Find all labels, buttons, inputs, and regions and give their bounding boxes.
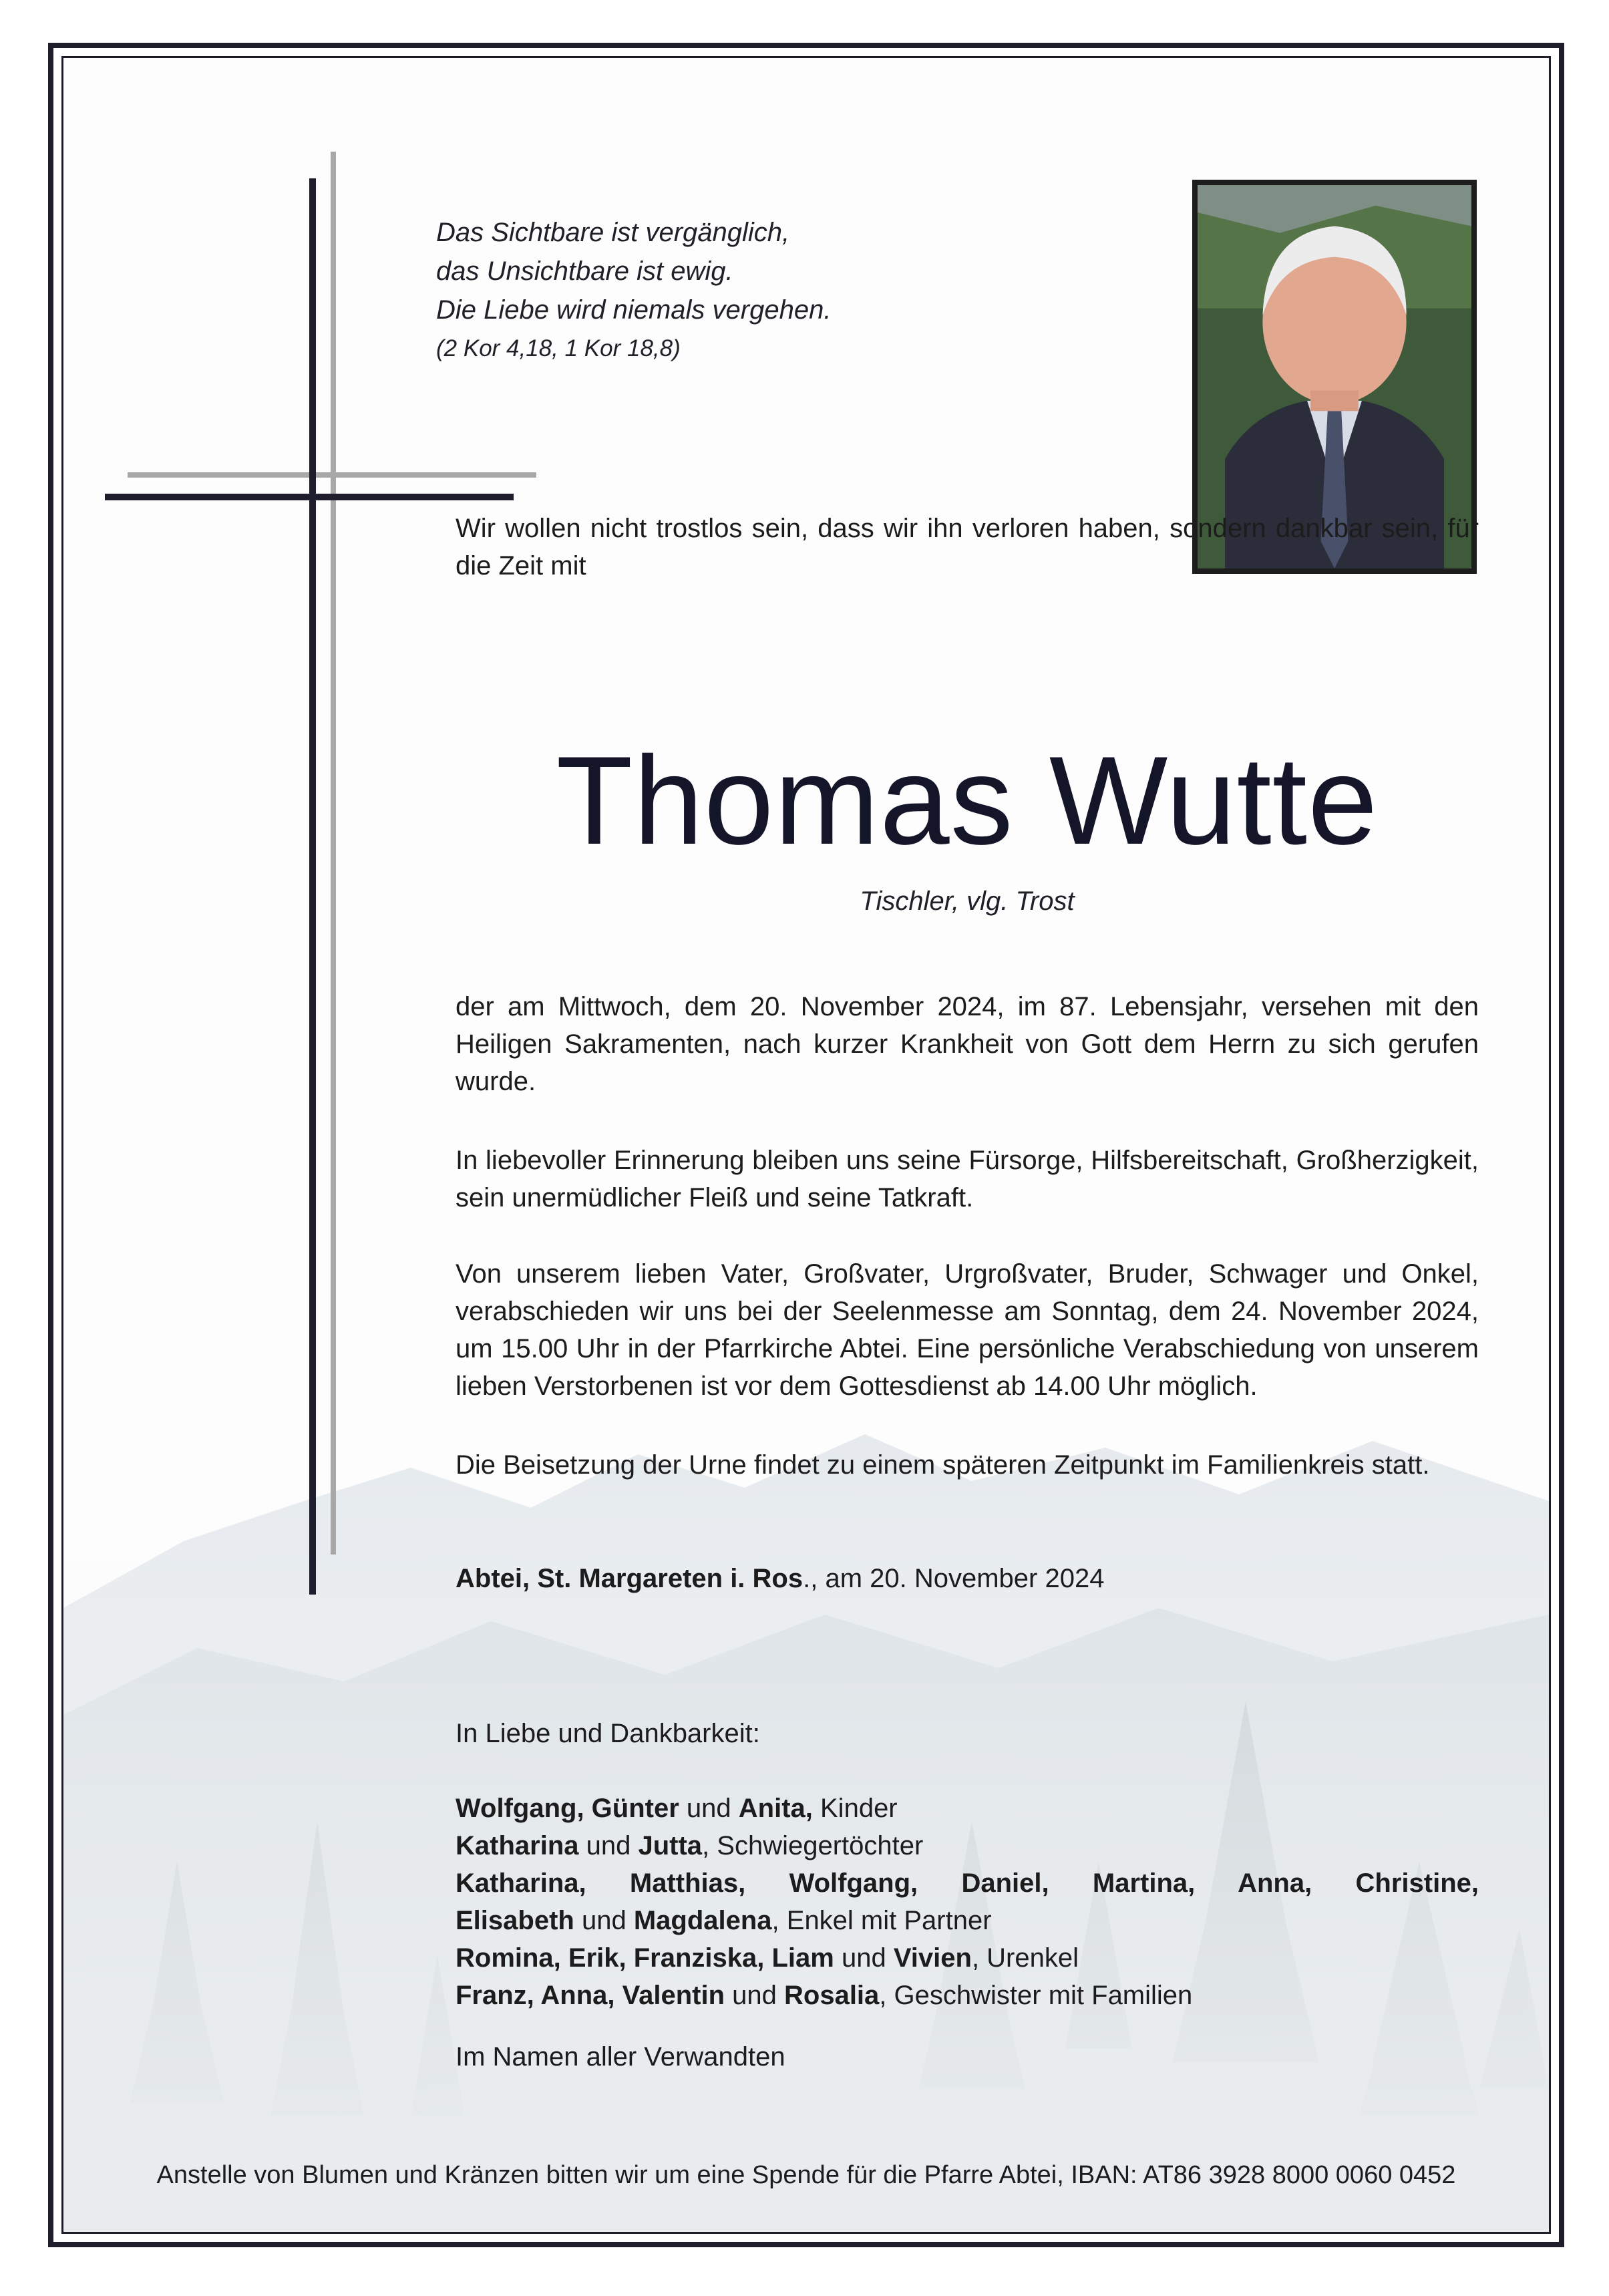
- date: ., am 20. November 2024: [803, 1564, 1105, 1593]
- bible-verse: [436, 213, 831, 368]
- intro-text: Wir wollen nicht trostlos sein, dass wir ihn verloren haben, sondern dankbar sein, für die Zeit mit: [456, 514, 1479, 581]
- mourners-grandchildren-cont: Elisabeth und Magdalena, Enkel mit Partner: [456, 1906, 992, 1935]
- mourners-in-laws: Katharina und Jutta, Schwiegertöchter: [456, 1831, 924, 1860]
- closing-line: Im Namen aller Verwandten: [456, 2042, 785, 2072]
- verse-line: Das Sichtbare ist vergänglich,: [436, 218, 790, 247]
- mourners-siblings: Franz, Anna, Valentin und Rosalia, Geschwister mit Familien: [456, 1981, 1193, 2010]
- mourners-children: Wolfgang, Günter und Anita, Kinder: [456, 1794, 898, 1823]
- verse-reference: (2 Kor 4,18, 1 Kor 18,8): [436, 335, 681, 361]
- verse-line: das Unsichtbare ist ewig.: [436, 257, 733, 286]
- mourners-heading: In Liebe und Dankbarkeit:: [456, 1719, 760, 1748]
- burial-paragraph: Die Beisetzung der Urne findet zu einem späteren Zeitpunkt im Familienkreis statt.: [456, 1450, 1430, 1480]
- mourners-grandchildren: Katharina, Matthias, Wolfgang, Daniel, Martina, Anna, Christine,: [456, 1868, 1479, 1898]
- memory-paragraph: In liebevoller Erinnerung bleiben uns seine Fürsorge, Hilfsbereitschaft, Großherzigkeit, sein unermüdlicher Fleiß und seine Tatkraft.: [456, 1146, 1479, 1212]
- cross-horizontal-light-bar: [128, 472, 536, 478]
- donation-note: Anstelle von Blumen und Kränzen bitten wir um eine Spende für die Pfarre Abtei, IBAN: AT86 3928 8000 0060 0452: [156, 2161, 1456, 2189]
- verse-line: Die Liebe wird niemals vergehen.: [436, 295, 832, 325]
- farewell-paragraph: Von unserem lieben Vater, Großvater, Urgroßvater, Bruder, Schwager und Onkel, verabschieden wir uns bei der Seelenmesse am Sonntag, dem 24. November 2024, um 15.00 Uhr in der Pfarrkirche Abtei. Eine persönliche Verabschiedung von unserem lieben Verstorbenen ist vor dem Gottesdienst ab 14.00 Uhr möglich.: [456, 1259, 1479, 1401]
- mourners-great-grandchildren: Romina, Erik, Franziska, Liam und Vivien, Urenkel: [456, 1943, 1079, 1973]
- place: Abtei, St. Margareten i. Ros: [456, 1564, 803, 1593]
- deceased-occupation: Tischler, vlg. Trost: [860, 886, 1075, 916]
- deceased-name: Thomas Wutte: [556, 730, 1379, 870]
- cross-horizontal-dark-bar: [105, 494, 514, 500]
- notice-page: [61, 56, 1551, 2234]
- cross-vertical-dark-bar: [309, 178, 316, 1595]
- death-paragraph: der am Mittwoch, dem 20. November 2024, im 87. Lebensjahr, versehen mit den Heiligen Sakramenten, nach kurzer Krankheit von Gott dem Herrn zu sich gerufen wurde.: [456, 992, 1479, 1096]
- mourners-list: [456, 1790, 1479, 2014]
- place-date-line: [456, 1560, 1479, 1597]
- cross-vertical-light-bar: [331, 152, 336, 1554]
